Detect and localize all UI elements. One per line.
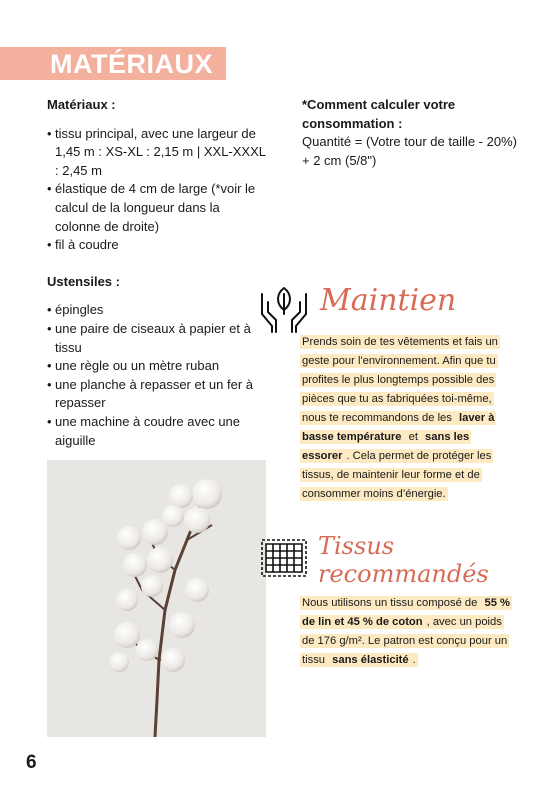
list-item: • une machine à coudre avec une aiguille <box>47 413 267 450</box>
page-title: MATÉRIAUX <box>50 49 213 79</box>
calc-formula: Quantité = (Votre tour de taille - 20%) + 2 cm (5/8") <box>302 134 517 168</box>
materials-heading: Matériaux : <box>47 97 116 112</box>
maintien-paragraph <box>300 333 510 504</box>
maintien-title: Maintien <box>320 283 457 318</box>
maintien-text-3: . Cela permet de protéger les tissus, de maintenir leur forme et de consommer moins d’énergie. <box>302 450 492 500</box>
maintien-bold-1: laver à basse température <box>302 412 495 443</box>
tissus-bold-2: sans élasticité <box>332 654 409 666</box>
list-item: • fil à coudre <box>47 236 267 255</box>
list-item: • tissu principal, avec une largeur de 1,45 m : XS-XL : 2,15 m | XXL-XXXL : 2,45 m <box>47 125 267 181</box>
maintien-bold-2: sans les essorer <box>302 431 470 462</box>
hands-leaf-icon <box>258 284 310 334</box>
tissus-bold-1: 55 % de lin et 45 % de coton <box>302 597 510 628</box>
calc-heading: *Comment calculer votre consommation : <box>302 97 456 131</box>
maintien-text-1: Prends soin de tes vêtements et fais un geste pour l'environnement. Afin que tu profites le plus longtemps possible des pièces que tu as fabriquées toi-même, nous te recommandons de les <box>302 336 498 424</box>
list-item: • une planche à repasser et un fer à repasser <box>47 376 267 413</box>
tissus-title: Tissus recommandés <box>318 532 489 588</box>
right-column <box>302 96 517 170</box>
cotton-branch-photo <box>47 460 266 737</box>
list-item: • une règle ou un mètre ruban <box>47 357 267 376</box>
fabric-swatch-icon <box>256 532 312 584</box>
page-number: 6 <box>26 752 37 773</box>
tissus-text-2: , avec un poids de 176 g/m². Le patron est conçu pour un tissu <box>302 616 508 666</box>
tissus-text-1: Nous utilisons un tissu composé de <box>302 597 481 609</box>
tissus-paragraph <box>300 594 510 670</box>
tools-heading: Ustensiles : <box>47 273 120 289</box>
list-item: • une paire de ciseaux à papier et à tissu <box>47 320 267 357</box>
maintien-text-2: et <box>405 431 422 443</box>
list-item: • épingles <box>47 301 267 320</box>
materials-list <box>47 125 267 255</box>
list-item: • élastique de 4 cm de large (*voir le calcul de la longueur dans la colonne de droite) <box>47 180 267 236</box>
tools-list <box>47 301 267 450</box>
tissus-text-3: . <box>412 654 416 666</box>
left-column <box>47 96 267 450</box>
